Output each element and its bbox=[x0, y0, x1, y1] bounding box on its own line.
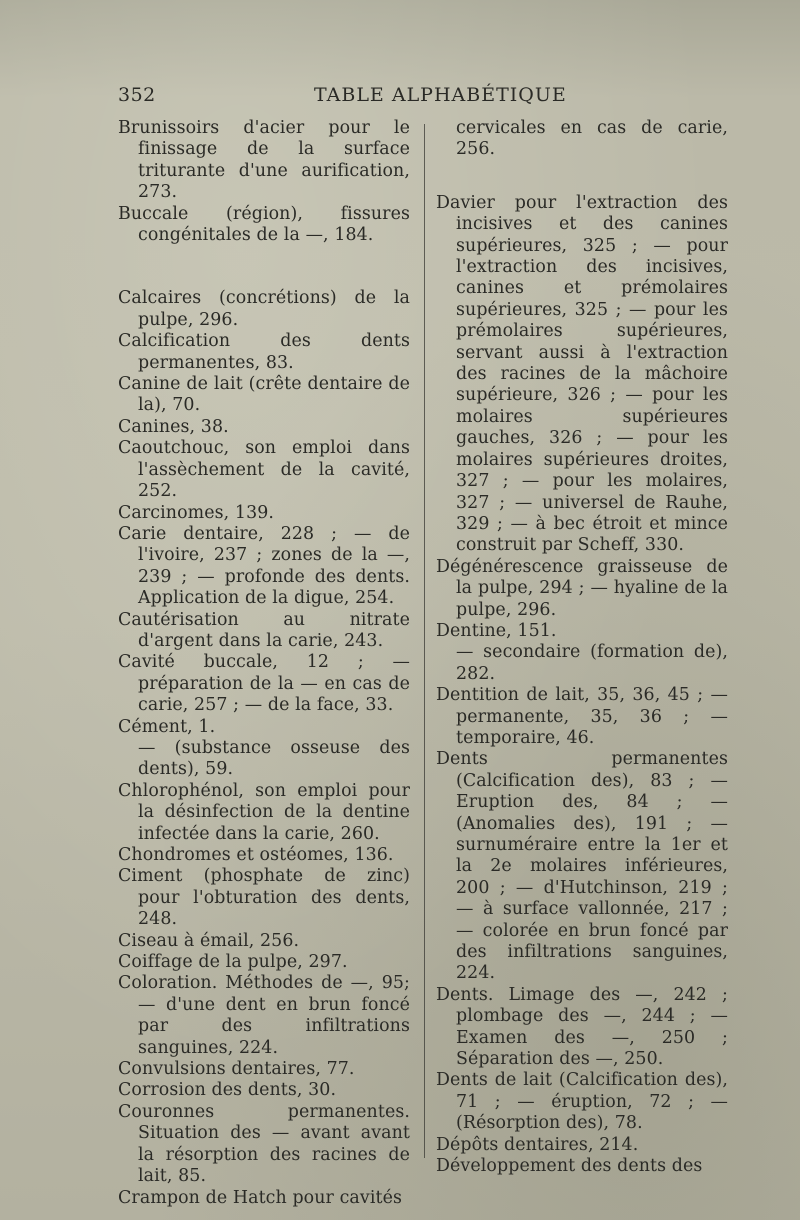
index-entry: — secondaire (formation de), 282. bbox=[456, 642, 728, 684]
letter-gap bbox=[118, 246, 410, 288]
index-entry: cervicales en cas de carie, 256. bbox=[456, 118, 728, 160]
index-entry: — (substance osseuse des dents), 59. bbox=[138, 737, 410, 780]
page-header bbox=[118, 84, 726, 112]
index-entry: Brunissoirs d'acier pour le finissage de la surface triturante d'une aurification, 273. bbox=[118, 118, 410, 203]
letter-gap bbox=[436, 161, 728, 193]
index-entry: Ciseau à émail, 256. bbox=[118, 930, 300, 951]
index-entry: Dégénérescence graisseuse de la pulpe, 294 ; — hyaline de la pulpe, 296. bbox=[436, 556, 728, 620]
page-number: 352 bbox=[118, 84, 156, 106]
index-entry: Dentition de lait, 35, 36, 45 ; — permanente, 35, 36 ; — temporaire, 46. bbox=[436, 685, 728, 748]
right-column bbox=[436, 118, 728, 1178]
index-entry: Chlorophénol, son emploi pour la désinfection de la dentine infectée dans la carie, 260. bbox=[118, 780, 410, 844]
index-entry: Ciment (phosphate de zinc) pour l'obturation des dents, 248. bbox=[118, 866, 410, 930]
index-entry: Carcinomes, 139. bbox=[118, 502, 275, 523]
index-entry: Dents. Limage des —, 242 ; plombage des —, 244 ; — Examen des —, 250 ; Séparation des —, 250. bbox=[436, 984, 728, 1070]
left-column bbox=[118, 118, 410, 1209]
index-entry: Coloration. Méthodes de —, 95; — d'une dent en brun foncé par des infiltrations sanguines, 224. bbox=[118, 973, 410, 1058]
index-entry: Chondromes et ostéomes, 136. bbox=[118, 845, 394, 865]
index-entry: Coiffage de la pulpe, 297. bbox=[118, 952, 348, 973]
index-entry: Canine de lait (crête dentaire de la), 70. bbox=[118, 374, 410, 416]
index-entry: Dents permanentes (Calcification des), 83 ; — Eruption des, 84 ; — (Anomalies des), 191 ; — surnuméraire entre la 1er et la 2e molaires inférieures, 200 ; — d'Hutchinson, 219 ; — à surface vallonnée, 217 ; — colorée en brun foncé par des infiltrations sanguines, 224. bbox=[436, 749, 728, 984]
index-entry: Carie dentaire, 228 ; — de l'ivoire, 237 ; zones de la —, 239 ; — profonde des dents. Application de la digue, 254. bbox=[118, 523, 410, 609]
index-entry: Calcaires (concrétions) de la pulpe, 296. bbox=[118, 288, 410, 330]
index-entry: Buccale (région), fissures congénitales de la —, 184. bbox=[118, 203, 410, 246]
index-entry: Crampon de Hatch pour cavités bbox=[118, 1187, 402, 1208]
index-entry: Cavité buccale, 12 ; — préparation de la — en cas de carie, 257 ; — de la face, 33. bbox=[118, 652, 410, 716]
index-entry: Dentine, 151. bbox=[436, 620, 557, 641]
index-entry: Dépôts dentaires, 214. bbox=[436, 1134, 639, 1155]
index-entry: Corrosion des dents, 30. bbox=[118, 1080, 337, 1101]
index-entry: Dents de lait (Calcification des), 71 ; — éruption, 72 ; — (Résorption des), 78. bbox=[436, 1070, 728, 1134]
page-title: TABLE ALPHABÉTIQUE bbox=[314, 84, 567, 106]
index-entry: Convulsions dentaires, 77. bbox=[118, 1059, 355, 1080]
index-entry: Caoutchouc, son emploi dans l'assèchement de la cavité, 252. bbox=[118, 438, 410, 502]
column-divider bbox=[424, 124, 425, 1158]
index-entry: Calcification des dents permanentes, 83. bbox=[118, 331, 410, 373]
index-entry: Cautérisation au nitrate d'argent dans la carie, 243. bbox=[118, 609, 410, 651]
index-entry: Développement des dents des bbox=[436, 1156, 703, 1177]
index-entry: Canines, 38. bbox=[118, 416, 229, 437]
index-entry: Davier pour l'extraction des incisives et des canines supérieures, 325 ; — pour l'extraction des incisives, canines et prémolaires supérieures, 325 ; — pour les prémolaires supérieures, servant aussi à l'extraction des racines de la mâchoire supérieure, 326 ; — pour les molaires supérieures gauches, 326 ; — pour les molaires supérieures droites, 327 ; — pour les molaires, 327 ; — universel de Rauhe, 329 ; — à bec étroit et mince construit par Scheff, 330. bbox=[436, 192, 728, 556]
index-entry: Couronnes permanentes. Situation des — avant avant la résorption des racines de lait, 85. bbox=[118, 1101, 410, 1187]
index-entry: Cément, 1. bbox=[118, 716, 216, 737]
